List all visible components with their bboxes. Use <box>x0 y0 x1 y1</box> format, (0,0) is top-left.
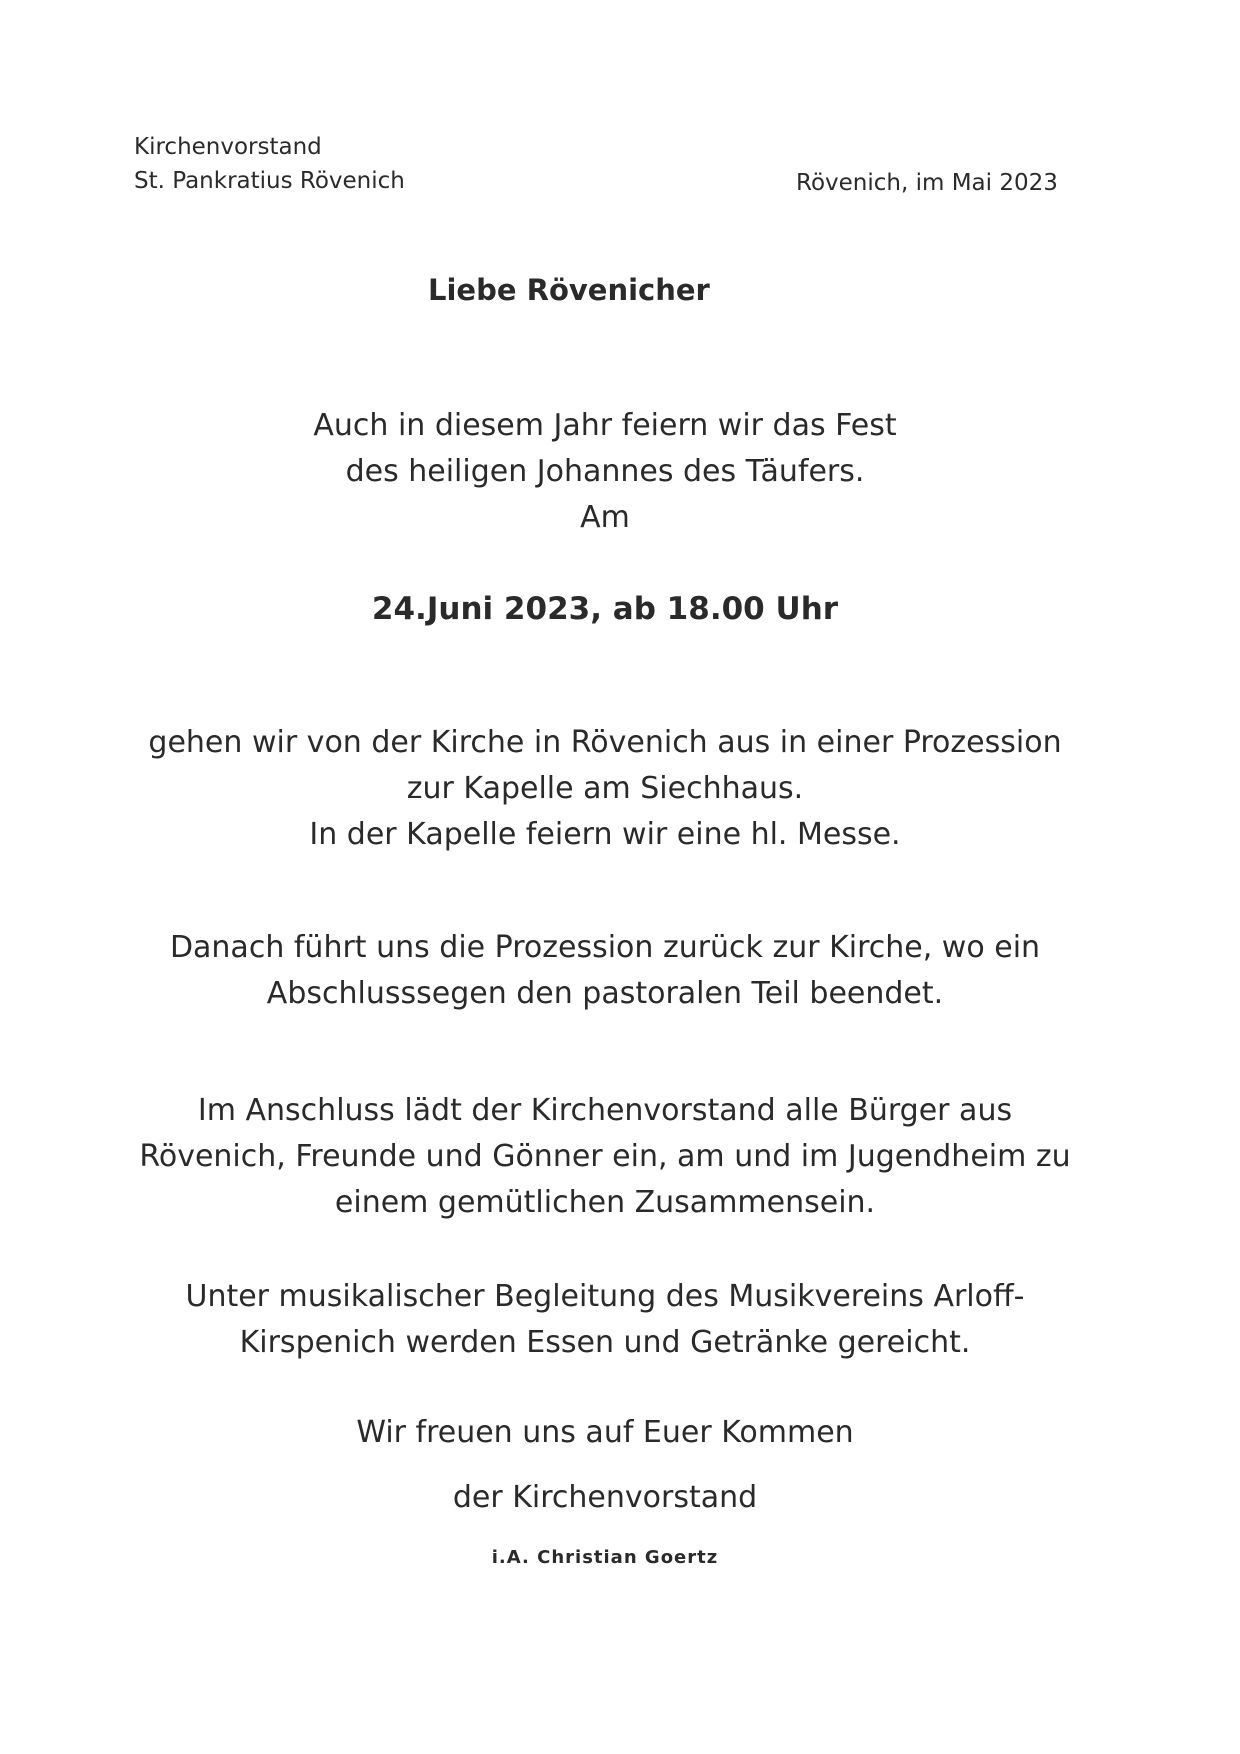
music-line: Kirspenich werden Essen und Getränke gereicht. <box>239 1325 971 1360</box>
procession-line: zur Kapelle am Siechhaus. <box>406 771 804 806</box>
invitation-line: Im Anschluss lädt der Kirchenvorstand alle Bürger aus <box>197 1093 1013 1128</box>
invitation-paragraph <box>0 1088 1210 1226</box>
procession-paragraph <box>0 720 1210 858</box>
return-line: Danach führt uns die Prozession zurück zur Kirche, wo ein <box>169 930 1041 965</box>
event-date-time: 24.Juni 2023, ab 18.00 Uhr <box>371 591 839 627</box>
intro-paragraph <box>0 403 1210 541</box>
invitation-line: einem gemütlichen Zusammensein. <box>334 1185 876 1220</box>
closing-line: Wir freuen uns auf Euer Kommen <box>356 1415 854 1450</box>
procession-line: In der Kapelle feiern wir eine hl. Messe. <box>309 817 901 852</box>
return-line: Abschlusssegen den pastoralen Teil beendet. <box>266 976 944 1011</box>
music-paragraph <box>0 1274 1210 1366</box>
sender-organization: Kirchenvorstand <box>134 134 322 160</box>
sender-parish: St. Pankratius Rövenich <box>134 168 405 194</box>
signer-line: der Kirchenvorstand <box>452 1480 758 1515</box>
procession-line: gehen wir von der Kirche in Rövenich aus in einer Prozession <box>148 725 1062 760</box>
music-line: Unter musikalischer Begleitung des Musikvereins Arloff- <box>185 1279 1025 1314</box>
sender-block <box>134 130 405 198</box>
intro-line: Auch in diesem Jahr feiern wir das Fest <box>313 408 897 443</box>
place-date: Rövenich, im Mai 2023 <box>796 170 1058 196</box>
return-paragraph <box>0 925 1210 1017</box>
intro-line: Am <box>580 500 630 535</box>
salutation: Liebe Rövenicher <box>428 273 710 307</box>
invitation-line: Rövenich, Freunde und Gönner ein, am und im Jugendheim zu <box>139 1139 1071 1174</box>
intro-line: des heiligen Johannes des Täufers. <box>345 454 865 489</box>
signature-line: i.A. Christian Goertz <box>491 1547 719 1568</box>
